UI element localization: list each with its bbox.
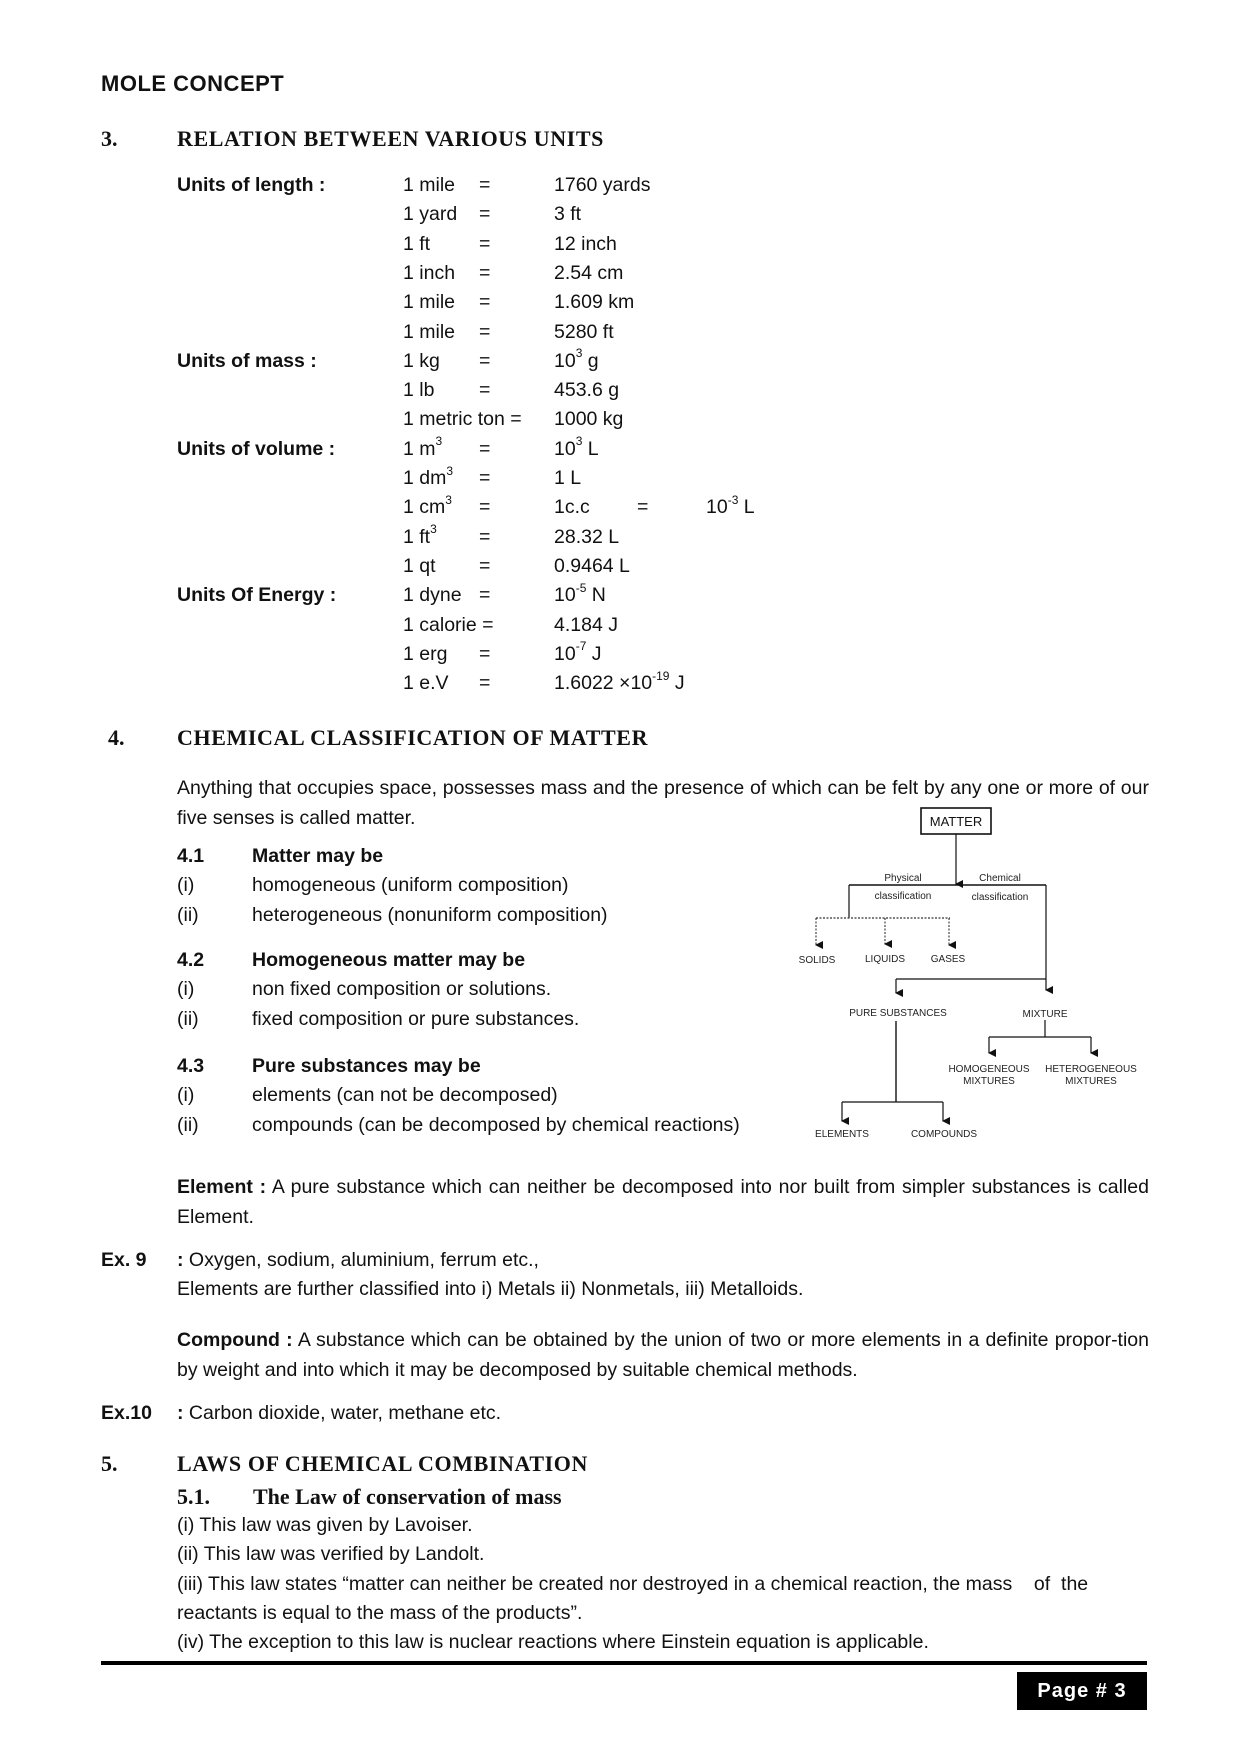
example-10-label: Ex.10: [101, 1402, 152, 1424]
unit-rhs-2-base: 10: [706, 496, 728, 519]
unit-rhs-base: 1.6022 ×10: [554, 672, 653, 695]
unit-rhs-unit: J: [586, 642, 602, 665]
physical-label-line2: classification: [874, 891, 932, 902]
unit-rhs: 5280 ft: [554, 320, 614, 343]
unit-rhs-base: 10: [554, 349, 576, 372]
unit-rhs-2-unit: L: [738, 496, 755, 519]
law-point: reactants is equal to the mass of the products”.: [177, 1601, 583, 1624]
law-point: (i) This law was given by Lavoiser.: [177, 1514, 473, 1536]
page-number-badge: Page # 3: [1017, 1672, 1147, 1710]
unit-lhs: 1 ft: [403, 232, 431, 255]
node-compounds: COMPOUNDS: [910, 1129, 978, 1140]
unit-equals: =: [479, 437, 491, 460]
unit-rhs: 1760 yards: [554, 174, 651, 196]
unit-lhs: [403, 463, 454, 490]
unit-rhs: 4.184 J: [554, 613, 618, 636]
unit-equals: =: [479, 672, 491, 695]
unit-rhs-exponent: -7: [575, 639, 587, 654]
section-5-title: LAWS OF CHEMICAL COMBINATION: [177, 1451, 589, 1476]
unit-lhs: 1 erg: [403, 642, 448, 665]
unit-lhs: 1 e.V: [403, 672, 449, 695]
law-point: (ii) This law was verified by Landolt.: [177, 1543, 485, 1566]
section-4-title: CHEMICAL CLASSIFICATION OF MATTER: [177, 725, 649, 750]
unit-lhs: [403, 434, 443, 461]
section-5-1-title: The Law of conservation of mass: [253, 1484, 562, 1509]
unit-rhs-unit: N: [586, 584, 606, 607]
unit-rhs: 1000 kg: [554, 408, 624, 431]
subsection-title: Homogeneous matter may be: [252, 949, 526, 971]
compound-definition: [177, 1326, 1149, 1385]
unit-rhs: 3 ft: [554, 203, 582, 226]
unit-rhs: 12 inch: [554, 232, 617, 255]
element-definition-text: A pure substance which can neither be decomposed into nor built from simpler substances is called Element.: [177, 1176, 1149, 1228]
compound-definition-text: A substance which can be obtained by the union of two or more elements in a definite propor-tion by weight and into which it may be decomposed by suitable chemical methods.: [177, 1329, 1149, 1381]
unit-rhs: [554, 668, 685, 695]
section-3-number: 3.: [101, 126, 118, 151]
list-item-text: compounds (can be decomposed by chemical reactions): [252, 1113, 740, 1136]
unit-rhs-unit: g: [582, 349, 599, 372]
unit-lhs: 1 calorie =: [403, 613, 494, 636]
unit-rhs-unit: J: [669, 672, 685, 695]
example-9-line1: [177, 1249, 539, 1272]
unit-equals: =: [479, 349, 491, 372]
example-10-colon: :: [177, 1402, 184, 1424]
unit-rhs: 2.54 cm: [554, 261, 624, 284]
matter-classification-diagram: [780, 800, 1160, 1160]
unit-lhs-exponent: 3: [435, 434, 443, 449]
node-heterogeneous-line2: MIXTURES: [1065, 1076, 1117, 1087]
unit-lhs-base: 1 m: [403, 437, 436, 460]
unit-rhs: 453.6 g: [554, 379, 620, 402]
unit-lhs-exponent: 3: [446, 463, 454, 478]
matter-root-label: MATTER: [929, 814, 983, 829]
unit-lhs: 1 mile: [403, 291, 456, 314]
units-group-label: Units Of Energy :: [177, 584, 337, 607]
node-liquids: LIQUIDS: [864, 954, 906, 965]
unit-equals: =: [479, 232, 491, 255]
unit-rhs-base: 10: [554, 642, 576, 665]
unit-equals: =: [479, 261, 491, 284]
unit-equals-2: =: [637, 496, 649, 519]
unit-equals: =: [479, 642, 491, 665]
unit-equals: =: [479, 291, 491, 314]
node-mixture: MIXTURE: [1022, 1009, 1068, 1020]
unit-rhs-exponent: 3: [575, 434, 583, 449]
unit-rhs: [554, 346, 599, 373]
chemical-label-line1: Chemical: [979, 873, 1021, 884]
unit-lhs-exponent: 3: [445, 492, 452, 507]
example-10-line: [177, 1402, 501, 1425]
unit-lhs: 1 qt: [403, 554, 436, 577]
unit-lhs: [403, 492, 452, 519]
unit-equals: =: [479, 496, 491, 519]
unit-equals: =: [479, 174, 491, 196]
unit-rhs: [554, 580, 606, 607]
unit-rhs: [554, 639, 602, 666]
unit-rhs: 1c.c: [554, 496, 590, 519]
subsection-number: 4.1: [177, 845, 205, 867]
example-9-text: Oxygen, sodium, aluminium, ferrum etc.,: [183, 1249, 539, 1271]
node-gases: GASES: [930, 954, 966, 965]
unit-rhs: 1.609 km: [554, 291, 635, 314]
unit-lhs: 1 metric ton =: [403, 408, 522, 431]
unit-rhs-base: 10: [554, 437, 576, 460]
matter-definition-paragraph: Anything that occupies space, possesses mass and the presence of which can be felt by any one or more of our five senses is called matter.: [177, 777, 1149, 829]
unit-lhs: 1 dyne: [403, 584, 462, 607]
unit-lhs-base: 1 dm: [403, 467, 447, 489]
document-header-title: MOLE CONCEPT: [101, 71, 285, 96]
subsection-number: 4.2: [177, 949, 205, 971]
unit-rhs-2-exponent: -3: [727, 492, 739, 507]
unit-equals: =: [479, 584, 491, 607]
node-heterogeneous-line1: HETEROGENEOUS: [1045, 1064, 1137, 1075]
list-item-numeral: (ii): [177, 903, 199, 926]
unit-rhs: 1 L: [554, 467, 582, 489]
units-group-label: Units of mass :: [177, 349, 317, 372]
footer-rule: [101, 1661, 1147, 1665]
list-item-text: elements (can not be decomposed): [252, 1084, 558, 1107]
element-definition: [177, 1173, 1149, 1232]
compound-term: Compound :: [177, 1329, 293, 1351]
unit-lhs: 1 yard: [403, 203, 458, 226]
unit-rhs-unit: L: [582, 437, 599, 460]
unit-equals: =: [479, 525, 491, 548]
unit-lhs-base: 1 cm: [403, 496, 446, 519]
list-item-text: homogeneous (uniform composition): [252, 874, 569, 897]
section-4-number: 4.: [108, 725, 125, 750]
list-item-numeral: (ii): [177, 1113, 199, 1136]
unit-equals: =: [479, 203, 491, 226]
section-5-number: 5.: [101, 1451, 118, 1476]
example-9-colon: :: [177, 1249, 184, 1271]
list-item-text: non fixed composition or solutions.: [252, 978, 552, 1001]
unit-rhs-exponent: 3: [575, 346, 583, 361]
unit-rhs: 0.9464 L: [554, 554, 630, 577]
physical-label-line1: Physical: [884, 873, 922, 884]
subsection-title: Pure substances may be: [252, 1055, 481, 1077]
list-item-numeral: (i): [177, 874, 195, 897]
law-point: (iii) This law states “matter can neither be created nor destroyed in a chemical reaction, the mass of the: [177, 1572, 1089, 1595]
unit-rhs: 28.32 L: [554, 525, 620, 548]
unit-lhs-base: 1 ft: [403, 525, 431, 548]
example-9-label: Ex. 9: [101, 1249, 147, 1271]
node-homogeneous-line1: HOMOGENEOUS: [948, 1064, 1030, 1075]
unit-equals: =: [479, 467, 491, 489]
units-group-label: Units of length :: [177, 174, 326, 196]
subsection-number: 4.3: [177, 1055, 205, 1077]
node-solids: SOLIDS: [798, 955, 836, 966]
element-term: Element :: [177, 1176, 267, 1198]
unit-lhs: 1 kg: [403, 349, 440, 372]
unit-lhs: 1 mile: [403, 320, 456, 343]
unit-equals: =: [479, 320, 491, 343]
unit-lhs: 1 mile: [403, 174, 456, 196]
unit-rhs-base: 10: [554, 584, 576, 607]
chemical-label-line2: classification: [971, 892, 1029, 903]
node-pure-substances: PURE SUBSTANCES: [849, 1008, 947, 1019]
list-item-text: fixed composition or pure substances.: [252, 1007, 580, 1030]
subsection-title: Matter may be: [252, 845, 384, 867]
unit-lhs: 1 lb: [403, 379, 435, 402]
unit-lhs: [403, 522, 437, 549]
unit-rhs: [554, 434, 599, 461]
example-10-text: Carbon dioxide, water, methane etc.: [183, 1402, 502, 1424]
unit-lhs: 1 inch: [403, 261, 456, 284]
unit-lhs-exponent: 3: [430, 522, 437, 537]
example-9-line2: Elements are further classified into i) Metals ii) Nonmetals, iii) Metalloids.: [177, 1278, 804, 1300]
node-homogeneous-line2: MIXTURES: [963, 1076, 1015, 1087]
section-3-title: RELATION BETWEEN VARIOUS UNITS: [177, 126, 604, 151]
list-item-numeral: (ii): [177, 1007, 199, 1030]
unit-rhs-2: [706, 492, 755, 519]
list-item-numeral: (i): [177, 978, 195, 1001]
unit-equals: =: [479, 379, 491, 402]
law-point: (iv) The exception to this law is nuclear reactions where Einstein equation is applicable.: [177, 1631, 929, 1654]
unit-rhs-exponent: -19: [652, 668, 670, 683]
units-group-label: Units of volume :: [177, 437, 336, 460]
section-5-1-number: 5.1.: [177, 1484, 210, 1509]
unit-rhs-exponent: -5: [575, 580, 587, 595]
list-item-numeral: (i): [177, 1084, 195, 1107]
unit-equals: =: [479, 554, 491, 577]
list-item-text: heterogeneous (nonuniform composition): [252, 903, 608, 926]
node-elements: ELEMENTS: [815, 1129, 869, 1140]
